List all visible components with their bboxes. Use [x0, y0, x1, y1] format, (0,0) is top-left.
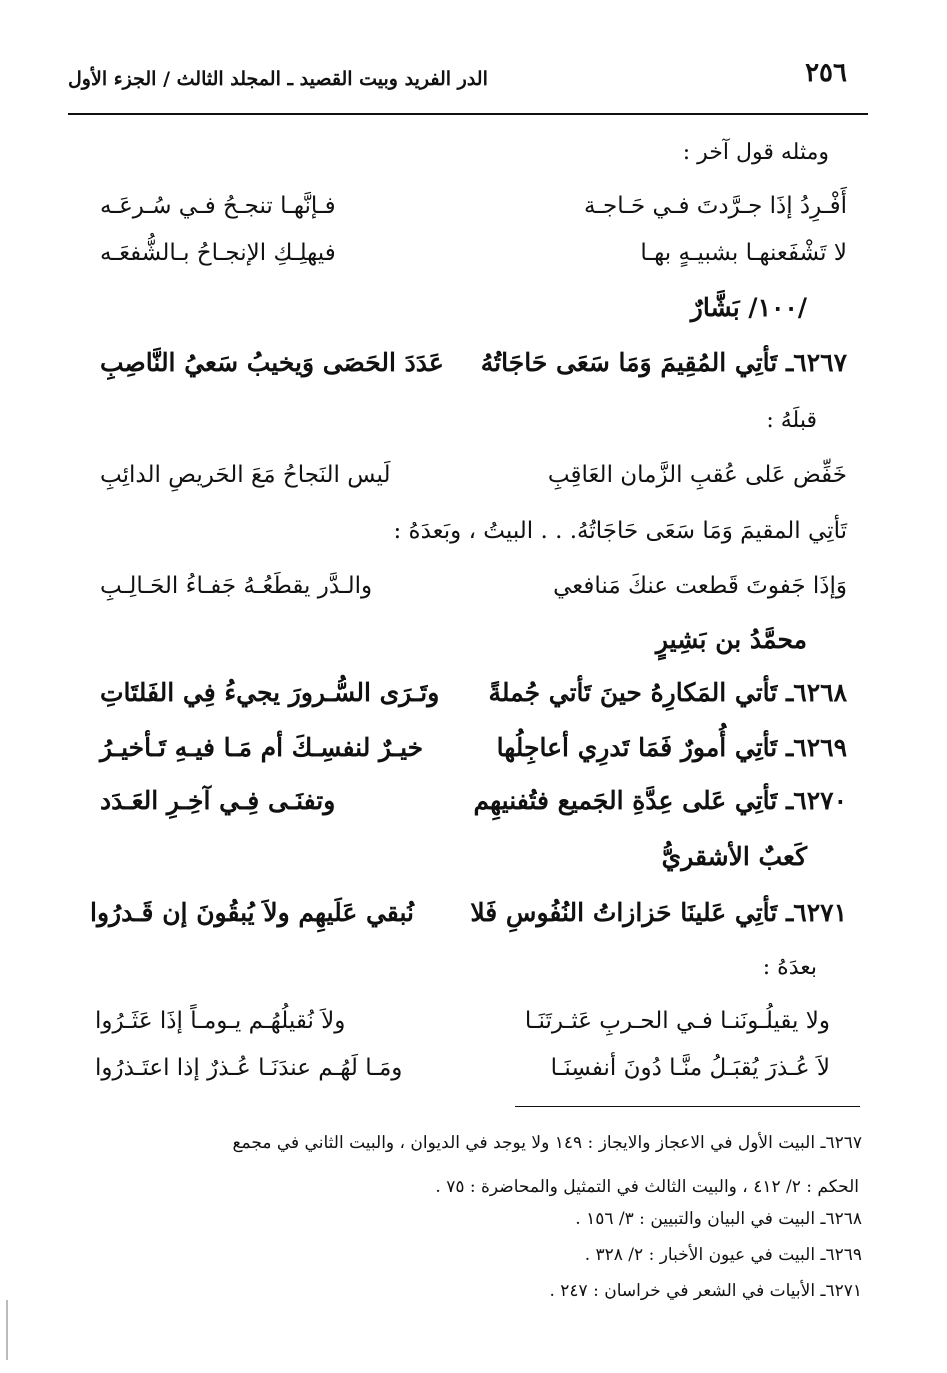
verse-6267 [100, 348, 847, 377]
footnote-6269: ٦٢٦٩ـ البيت في عيون الأخبار : ٢/ ٣٢٨ . [584, 1245, 862, 1265]
badahu-label: بعدَهُ : [762, 955, 817, 980]
verse-6269-second-hemistich: خيـرٌ لنفسِـكَ أم مَـا فيـهِ تَـأخيـرُ [100, 733, 424, 762]
verse-a1-first-hemistich: أَفْـرِدُ إذَا جـرَّدتَ فـي حَـاجـة [583, 193, 847, 219]
footnote-6267-line1: ٦٢٦٧ـ البيت الأول في الاعجاز والايجاز : ١٤٩ ولا يوجد في الديوان ، والبيت الثاني في مجمع [232, 1133, 862, 1153]
verse-a2-first-hemistich: لا تَشْفَعنهـا بشبيـهٍ بهـا [640, 240, 847, 266]
verse-6271 [90, 898, 847, 927]
verse-6268-first-hemistich: ٦٢٦٨ـ تَأتي المَكارِهُ حينَ تَأتي جُملةً [488, 678, 847, 707]
verse-6270-first-hemistich: ٦٢٧٠ـ تَأتِي عَلى عِدَّةِ الجَميع فتُفنيهِم [473, 786, 847, 815]
verse-a2-second-hemistich: فيهلِـكِ الإنجـاحُ بـالشُّفعَـه [100, 240, 336, 266]
footnote-6267-line2: الحكم : ٢/ ٤١٢ ، والبيت الثالث في التمثيل والمحاضرة : ٧٥ . [435, 1177, 859, 1197]
verse-b1 [100, 462, 847, 488]
verse-6267-second-hemistich: عَدَدَ الحَصَى وَيخيبُ سَعيُ النَّاصِبِ [100, 348, 444, 377]
section-heading-bashshar: /١٠٠/ بَشَّارٌ [690, 293, 807, 322]
footnote-6271: ٦٢٧١ـ الأبيات في الشعر في خراسان : ٢٤٧ . [549, 1281, 862, 1301]
verse-6268-second-hemistich: وتَـرَى السُّـرورَ يجيءُ فِي الفَلتَاتِ [100, 678, 440, 707]
page-number: ٢٥٦ [805, 58, 847, 88]
verse-b1-second-hemistich: لَيس النَجاحُ مَعَ الحَريصِ الدائِبِ [100, 462, 391, 488]
verse-c2-second-hemistich: ومَـا لَهُـم عندَنَـا عُـذرٌ إذا اعتَـذرُوا [95, 1055, 403, 1081]
verse-c2 [95, 1055, 830, 1081]
verse-b2-first-hemistich: وَإذَا جَفوتَ قَطعت عنكَ مَنافعي [553, 573, 847, 599]
verse-b1-first-hemistich: خَفِّض عَلى عُقبِ الزَّمان العَاقِبِ [547, 462, 847, 488]
verse-c1-second-hemistich: ولاَ نُقيلُهُـم يـومـاً إذَا عَثَـرُوا [95, 1008, 346, 1034]
verse-a1-second-hemistich: فـإنَّهـا تنجـحُ فـي سُـرعَـه [100, 193, 336, 219]
verse-6268 [100, 678, 847, 707]
running-header: الدر الفريد وبيت القصيد ـ المجلد الثالث / الجزء الأول [68, 68, 488, 90]
verse-6269 [100, 733, 847, 762]
verse-6269-first-hemistich: ٦٢٦٩ـ تَأتِي أُمورٌ فَمَا تَدرِي أعاجِلُها [496, 733, 847, 762]
reference-line: تَأتِي المقيمَ وَمَا سَعَى حَاجَاتُهُ. . . البيتُ ، وبَعدَهُ : [393, 518, 847, 544]
verse-b2-second-hemistich: والـدَّر يقطَعُـهُ جَفـاءُ الحَـالِـبِ [100, 573, 373, 599]
verse-c1 [95, 1008, 830, 1034]
verse-a2 [100, 240, 847, 266]
poet-name-mohammad: محمَّدُ بن بَشِيرٍ [655, 625, 807, 654]
verse-b2 [100, 573, 847, 599]
verse-c2-first-hemistich: لاَ عُـذرَ يُقبَـلُ منَّـا دُونَ أنفسِنَـا [550, 1055, 830, 1081]
verse-c1-first-hemistich: ولا يقيلُـونَنـا فـي الحـربِ عَثـرتَنَـا [524, 1008, 830, 1034]
footnote-6268: ٦٢٦٨ـ البيت في البيان والتبيين : ٣/ ١٥٦ . [575, 1209, 862, 1229]
verse-a1 [100, 193, 847, 219]
poet-name-kaab: كَعبٌ الأشقريُّ [661, 842, 807, 871]
intro-line: ومثله قول آخر : [682, 140, 829, 165]
qablahu-label: قبلَهُ : [766, 408, 817, 433]
scan-edge-mark [6, 1300, 8, 1360]
header-rule [68, 113, 868, 115]
verse-6270 [100, 786, 847, 815]
verse-6267-first-hemistich: ٦٢٦٧ـ تَأتِي المُقِيمَ وَمَا سَعَى حَاجَاتُهُ [480, 348, 847, 377]
footnote-rule [515, 1106, 860, 1107]
verse-6270-second-hemistich: وتفنَـى فِـي آخِـرِ العَـدَد [100, 786, 336, 815]
verse-6271-second-hemistich: نُبقي عَلَيهِم ولاَ يُبقُونَ إن قَـدرُوا [90, 898, 414, 927]
verse-6271-first-hemistich: ٦٢٧١ـ تَأتِي عَلينَا حَزازاتُ النُفُوسِ فَلا [470, 898, 847, 927]
